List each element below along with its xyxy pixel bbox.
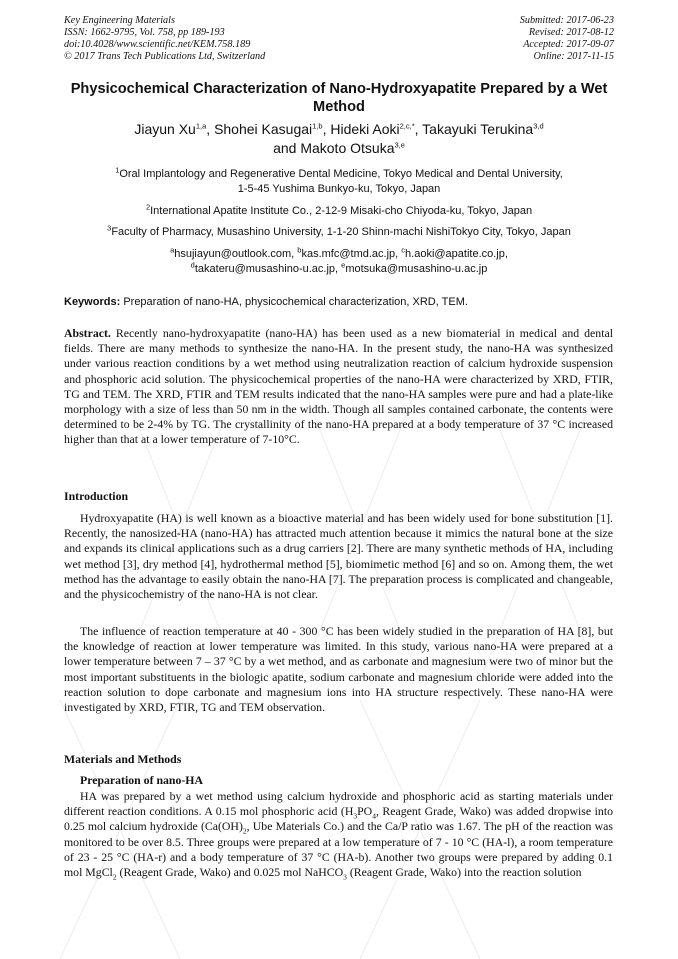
author-affil-sup: 1,a	[195, 121, 207, 131]
introduction-paragraph-1: Hydroxyapatite (HA) is well known as a bioactive material and has been widely used for bone substitution [1]. Recently, the nanosized-HA (nano-HA) has attracted much attention because it mimics the natural bone at the size and expands its clinical applications such as a drug carriers [2]. There are many synthetic methods of HA, including wet method [3], dry method [4], hydrothermal method [5], biomimetic method [6] and so on. Among them, the wet method has the advantage to easily obtain the nano-HA [7]. The preparation process is complicated and changeable, and the physicochemistry of the nano-HA is not clear.	[64, 511, 613, 602]
methods-text: , Reagent Grade, Wako) was added dropwise into 0.25 mol calcium hydroxide (Ca(OH)	[64, 804, 613, 834]
email-address[interactable]: motsuka@musashino-u.ac.jp	[345, 263, 488, 275]
email-line-1	[60, 247, 618, 262]
abstract-text: Recently nano-hydroxyapatite (nano-HA) has been used as a new biomaterial in medical and dental fields. There are many methods to synthesize the nano-HA. In the present study, the nano-HA was synthesized under various reaction conditions by a wet method using neutralization reaction of calcium hydroxide suspension and phosphoric acid solution. The physicochemical properties of the nano-HA were characterized by XRD, FTIR, TG and TEM. The XRD, FTIR and TEM results indicated that the nano-HA samples were pure and had a plate-like morphology with a size of less than 50 nm in the width. Though all samples contained carbonate, the contents were determined to be 2-4% by TG. The crystallinity of the nano-HA prepared at a body temperature of 37 °C increased higher than that at a lower temperature of 7-10°C.	[64, 326, 613, 447]
revised-date: Revised: 2017-08-12	[528, 27, 614, 38]
affiliation-text: Faculty of Pharmacy, Musashino University, 1-1-20 Shinn-machi NishiTokyo City, Tokyo, Japan	[111, 226, 571, 238]
methods-paragraph-1	[64, 789, 613, 880]
subsection-heading-preparation: Preparation of nano-HA	[80, 773, 203, 787]
email-sup: e	[341, 260, 346, 270]
affiliation-text: Oral Implantology and Regenerative Dental Medicine, Tokyo Medical and Dental University,	[119, 168, 563, 180]
journal-name: Key Engineering Materials	[64, 15, 175, 26]
author-affil-sup: 3,d	[533, 121, 544, 131]
methods-text: PO	[357, 804, 373, 819]
author-separator: ,	[414, 121, 423, 137]
section-heading-methods: Materials and Methods	[64, 752, 182, 766]
author-list	[60, 120, 618, 158]
affiliation-number: 3	[107, 223, 112, 233]
author-line-2	[60, 139, 618, 158]
keywords-text: Preparation of nano-HA, physicochemical characterization, XRD, TEM.	[123, 296, 468, 308]
email-address[interactable]: h.aoki@apatite.co.jp,	[405, 248, 508, 260]
author-name: and Makoto Otsuka	[273, 140, 395, 156]
chem-subscript: 2	[242, 826, 247, 836]
author-separator: ,	[322, 121, 331, 137]
accepted-date: Accepted: 2017-09-07	[523, 39, 614, 50]
author-affil-sup: 3,e	[394, 140, 405, 150]
chem-subscript: 3	[353, 811, 358, 821]
email-sup: c	[401, 245, 406, 255]
author-line-1	[60, 120, 618, 139]
methods-text: (Reagent Grade, Wako) and 0.025 mol NaHCO	[116, 865, 344, 880]
author-separator: ,	[206, 121, 215, 137]
affiliation-number: 2	[145, 202, 151, 212]
section-heading-introduction: Introduction	[64, 489, 129, 503]
chem-subscript: 4	[372, 811, 376, 821]
email-address[interactable]: kas.mfc@tmd.ac.jp,	[301, 248, 402, 260]
affiliation-2	[60, 204, 618, 219]
copyright-line: © 2017 Trans Tech Publications Ltd, Switzerland	[64, 51, 266, 62]
author-affil-sup: 2,c,*	[399, 121, 415, 131]
methods-text: , Ube Materials Co.) and the Ca/P ratio was 1.67. The pH of the reaction was monitored to be over 8.5. Three groups were prepared at a low temperature of 7 - 10 °C (HA-l), a room temperature of 23 - 25 °C (HA-r) and a body temperature of 37 °C (HA-b). Another two groups were prepared by adding 0.1 mol MgCl	[64, 819, 613, 880]
abstract-label: Abstract.	[64, 326, 111, 340]
journal-header-left	[64, 15, 265, 63]
email-line-2	[60, 262, 618, 277]
email-address[interactable]: hsujiayun@outlook.com,	[174, 248, 298, 260]
author-affil-sup: 1,b	[312, 121, 323, 131]
paper-title: Physicochemical Characterization of Nano-Hydroxyapatite Prepared by a Wet Method	[70, 81, 608, 115]
email-address[interactable]: takateru@musashino-u.ac.jp,	[194, 263, 342, 275]
email-sup: b	[297, 245, 302, 255]
author-name: Hideki Aoki	[330, 121, 400, 137]
author-name: Takayuki Terukina	[422, 121, 534, 137]
journal-header-right	[520, 15, 614, 63]
affiliation-address: 1-5-45 Yushima Bunkyo-ku, Tokyo, Japan	[237, 183, 441, 195]
introduction-paragraph-2: The influence of reaction temperature at 40 - 300 °C has been widely studied in the preparation of HA [8], but the knowledge of reaction at lower temperature was limited. In this study, various nano-HA were prepared at a lower temperature between 7 – 37 °C by a wet method, and as carbonate and magnesium were two of minor but the most important substituents in the biologic apatite, sodium carbonate and magnesium chloride were added into the reaction solution to dope carbonate and magnesium ions into HA structure respectively. These nano-HA were investigated by XRD, FTIR, TG and TEM observation.	[64, 624, 613, 715]
methods-text: HA was prepared by a wet method using calcium hydroxide and phosphoric acid as starting materials under different reaction conditions. A 0.15 mol phosphoric acid (H	[64, 789, 613, 819]
methods-text: (Reagent Grade, Wako) into the reaction solution	[346, 865, 582, 880]
affiliation-text: International Apatite Institute Co., 2-12-9 Misaki-cho Chiyoda-ku, Tokyo, Japan	[150, 205, 533, 217]
online-date: Online: 2017-11-15	[533, 51, 614, 62]
email-list	[60, 247, 618, 277]
chem-subscript: 2	[112, 872, 117, 882]
affiliation-3	[60, 225, 618, 240]
chem-subscript: 3	[343, 872, 347, 882]
abstract	[64, 326, 613, 448]
submitted-date: Submitted: 2017-06-23	[519, 15, 614, 26]
keywords-label: Keywords:	[64, 296, 121, 308]
email-sup: a	[170, 245, 175, 255]
author-name: Jiayun Xu	[134, 121, 196, 137]
email-sup: d	[190, 260, 195, 270]
keywords	[64, 295, 614, 309]
affiliation-1	[60, 167, 618, 197]
issn-line: ISSN: 1662-9795, Vol. 758, pp 189-193	[64, 27, 225, 38]
author-name: Shohei Kasugai	[214, 121, 313, 137]
doi-line: doi:10.4028/www.scientific.net/KEM.758.189	[64, 39, 251, 50]
affiliation-number: 1	[115, 165, 120, 175]
